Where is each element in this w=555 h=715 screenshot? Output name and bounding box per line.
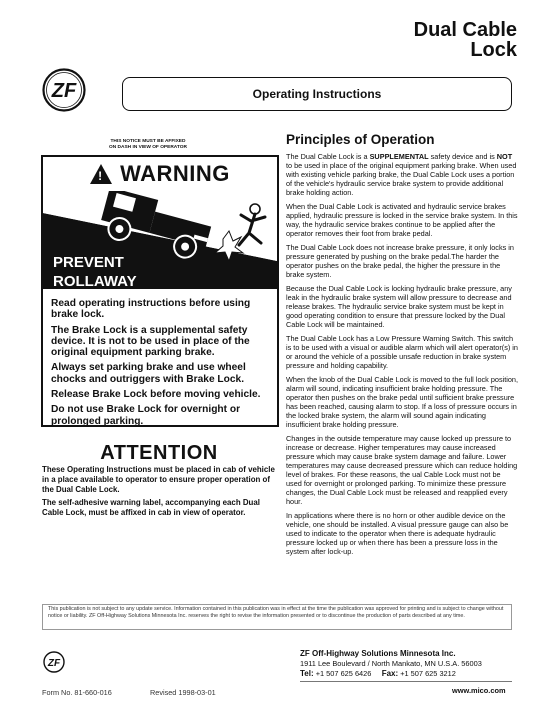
warning-item: Always set parking brake and use wheel chocks and outriggers with Brake Lock. bbox=[51, 362, 246, 385]
revision-date: Revised 1998-03-01 bbox=[150, 688, 216, 697]
fax: +1 507 625 3212 bbox=[400, 669, 456, 678]
warning-header bbox=[43, 157, 277, 191]
principles-paragraph-7: Changes in the outside temperature may cause locked up pressure to increase or decrease. Higher temperatures may cause increased pressure which may cause brake system damage and failure. Lower temperatures may cause decreased pressure which can reduce holding level of brakes. For these reasons, the ual Cable Lock must not be used for overnight or prolonged parking. To minimize these pressure changes, the Dual Cable Lock must be released and reapplied every hour. bbox=[286, 434, 518, 506]
telephone: +1 507 625 6426 bbox=[315, 669, 372, 678]
warning-heading: WARNING bbox=[120, 161, 230, 186]
attention-paragraph-2: The self-adhesive warning label, accompanying each Dual Cable Lock, must be affixed in cab in view of operator. bbox=[42, 498, 260, 517]
logo-text: ZF bbox=[51, 80, 77, 102]
prevent-rollaway-text: PREVENT ROLLAWAY bbox=[53, 254, 137, 290]
zf-footer-logo-icon bbox=[43, 651, 65, 673]
affix-notice-line-1: THIS NOTICE MUST BE AFFIXED bbox=[110, 139, 186, 144]
operating-instructions-banner bbox=[122, 77, 512, 111]
affix-notice-line-2: ON DASH IN VIEW OF OPERATOR bbox=[109, 145, 187, 150]
form-number: Form No. 81-660-016 bbox=[42, 688, 112, 697]
company-phone-fax: Tel: +1 507 625 6426 Fax: +1 507 625 3212 bbox=[300, 669, 456, 678]
warning-item: Read operating instructions before using brake lock. bbox=[51, 298, 251, 321]
operating-instructions-label: Operating Instructions bbox=[252, 87, 382, 101]
warning-item: The Brake Lock is a supplemental safety device. It is not to be used in place of the original equipment parking brake. bbox=[51, 324, 250, 358]
company-contact bbox=[300, 649, 482, 679]
title-line-1: Dual Cable bbox=[413, 19, 517, 41]
principles-paragraph-2: When the Dual Cable Lock is activated and hydraulic service brakes applied, hydraulic pressure is locked in the service brake system. In this way, the hydraulic service brakes continue to be applied after the operator removes their foot from brake pedal. bbox=[286, 202, 518, 238]
principles-heading: Principles of Operation bbox=[286, 132, 435, 147]
company-name: ZF Off-Highway Solutions Minnesota Inc. bbox=[300, 649, 456, 658]
svg-text:ZF: ZF bbox=[47, 658, 61, 669]
title-line-2: Lock bbox=[470, 39, 517, 61]
principles-body bbox=[286, 152, 518, 561]
warning-triangle-icon: ! bbox=[90, 164, 112, 184]
affix-notice bbox=[78, 139, 218, 151]
warning-item: Release Brake Lock before moving vehicle. bbox=[51, 388, 261, 400]
attention-heading: ATTENTION bbox=[100, 442, 218, 464]
warning-item: Do not use Brake Lock for overnight or prolonged parking. bbox=[51, 404, 241, 427]
disclaimer-box: This publication is not subject to any update service. Information contained in this publication was in effect at the time the publication was approved for printing and is subject to change without notice or liability. ZF Off-Highway Solutions Minnesota Inc. reserves the right to revise the information presented or to discontinue the production of parts described at any time. bbox=[42, 604, 512, 630]
principles-paragraph-4: Because the Dual Cable Lock is locking hydraulic brake pressure, any leak in the hydraulic brake system will allow pressure to decrease and release brakes. The hydraulic service brake system must be kept in good operating condition to ensure that pressure locked by the Dual Cable Lock will be maintained. bbox=[286, 284, 512, 329]
zf-logo-icon bbox=[42, 68, 86, 112]
principles-paragraph-6: When the knob of the Dual Cable Lock is moved to the full lock position, alarm will sound, indicating insufficient brake holding pressure. The operator then pushes on the brake pedal until sufficient brake pressure has been reached, causing alarm to stop. If a loss of pressure occurs in the locked brake system, the alarm will sound again indicating insufficient brake holding pressure. bbox=[286, 375, 519, 429]
warning-instructions bbox=[51, 298, 273, 427]
attention-paragraph-1: These Operating Instructions must be placed in cab of vehicle in a place available to operator to ensure proper operation of the Dual Cable Lock. bbox=[42, 465, 275, 494]
footer-divider bbox=[300, 681, 512, 682]
principles-paragraph-5: The Dual Cable Lock has a Low Pressure Warning Switch. This switch is to be used with a visual or audible alarm which will alert operator(s) in or around the vehicle of a possible unsafe reduction in brake system pressure and holding capability. bbox=[286, 334, 518, 370]
company-address: 1911 Lee Boulevard / North Mankato, MN U.S.A. 56003 bbox=[300, 659, 482, 668]
principles-paragraph-8: In applications where there is no horn or other audible device on the vehicle, one should be installed. A visual pressure gauge can also be used to indicate to the operator when there is adequate hydraulic pressure locked up or when there has been a pressure loss in the system after lock-up. bbox=[286, 511, 509, 556]
principles-paragraph-3: The Dual Cable Lock does not increase brake pressure, it only locks in pressure generated by pushing on the brake pedal.The harder the operator pushes on the brake pedal, the higher the pressure in the brake system. bbox=[286, 243, 514, 279]
document-title bbox=[414, 20, 517, 60]
website-link[interactable]: www.mico.com bbox=[452, 686, 506, 695]
warning-label bbox=[41, 155, 279, 427]
principles-paragraph-1: The Dual Cable Lock is a SUPPLEMENTAL safety device and is NOT to be used in place of the original equipment parking brake. When used with existing vehicle parking brake, the Dual Cable Lock uses a portion of the vehicle's hydraulic service brake system to provide additional brake holding action. bbox=[286, 152, 517, 197]
